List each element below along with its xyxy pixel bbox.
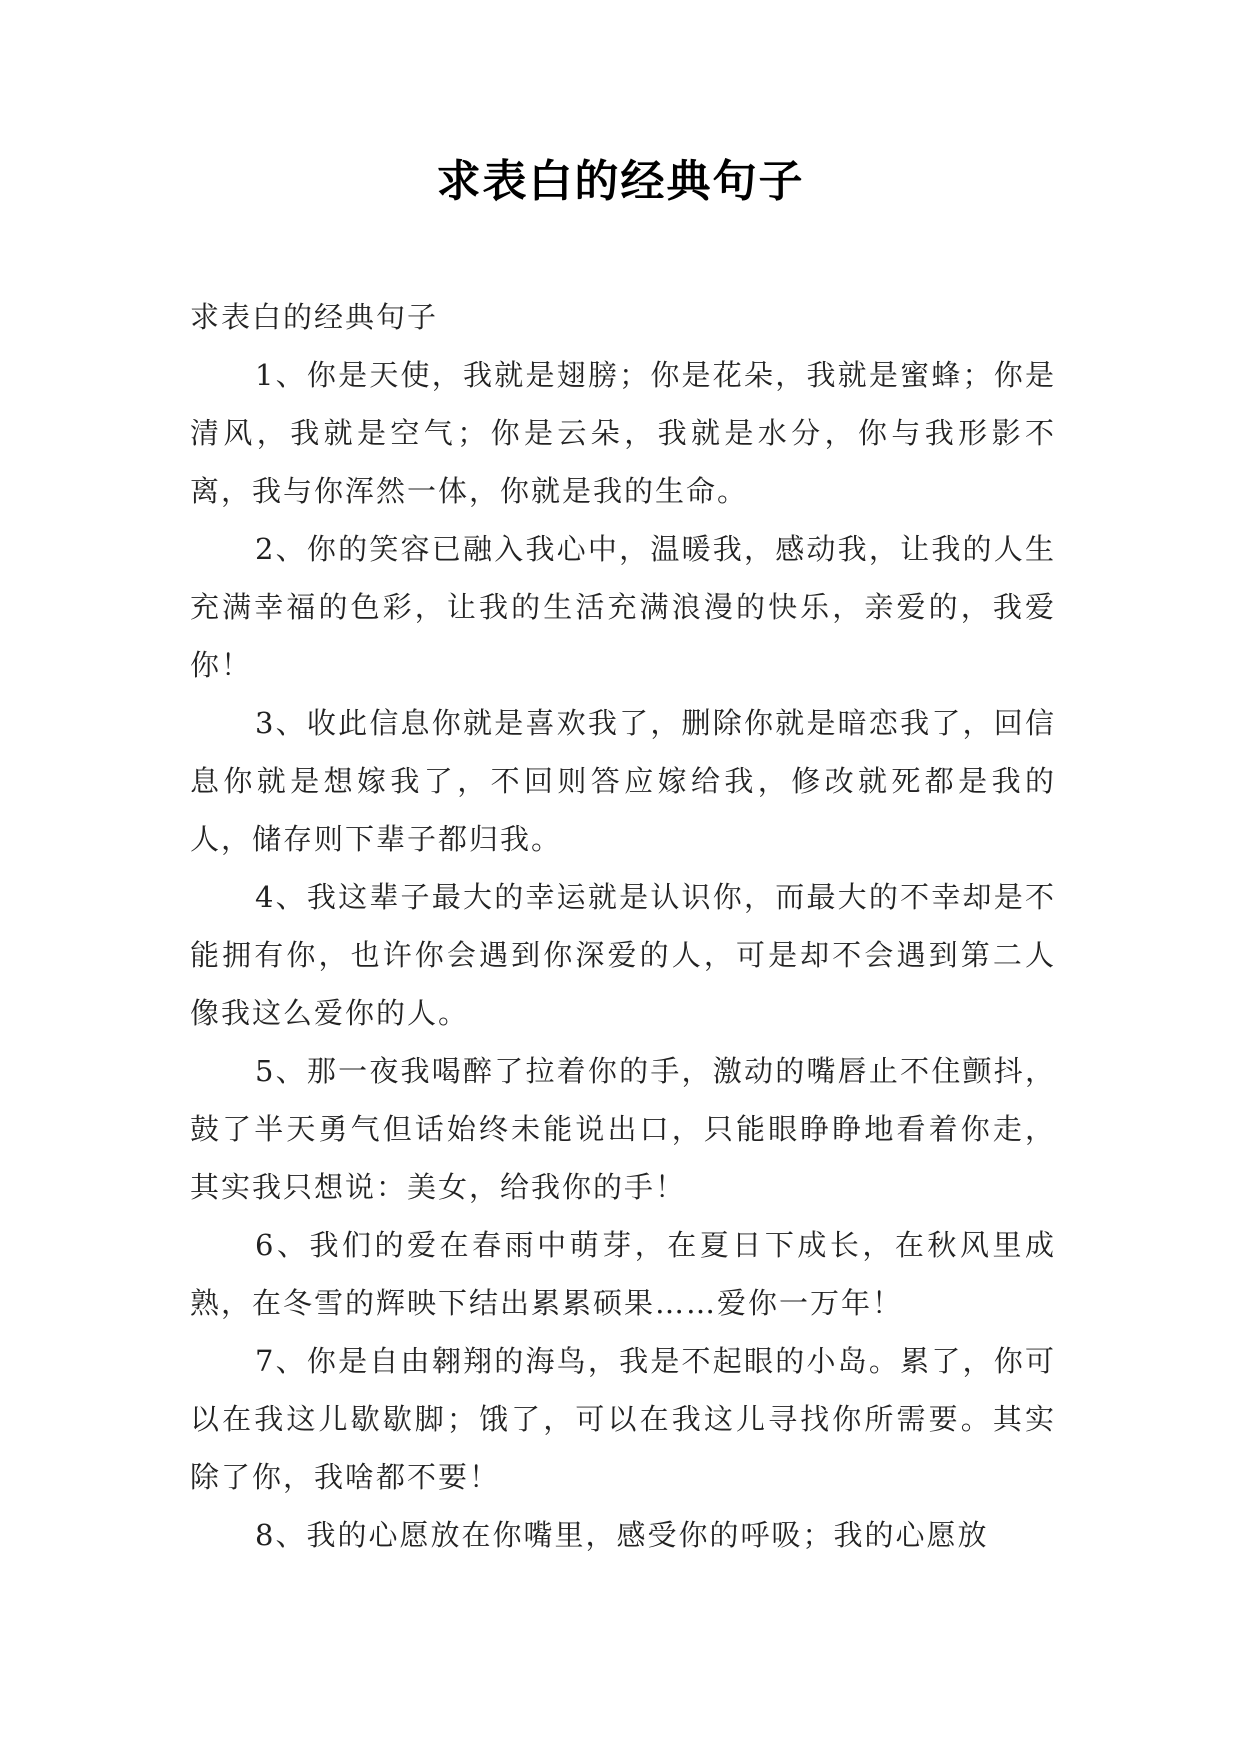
paragraph-8: 8、我的心愿放在你嘴里，感受你的呼吸；我的心愿放: [255, 1518, 989, 1552]
paragraph-6: 6、我们的爱在春雨中萌芽，在夏日下成长，在秋风里成熟，在冬雪的辉映下结出累累硕果……爱你一万年！: [190, 1228, 1056, 1320]
document-subtitle: 求表白的经典句子: [190, 300, 439, 334]
document-title: 求表白的经典句子: [436, 156, 805, 207]
paragraph-5: 5、那一夜我喝醉了拉着你的手，激动的嘴唇止不住颤抖，鼓了半天勇气但话始终未能说出口，只能眼睁睁地看着你走，其实我只想说：美女，给我你的手！: [190, 1054, 1056, 1204]
paragraph-3: 3、收此信息你就是喜欢我了，删除你就是暗恋我了，回信息你就是想嫁我了，不回则答应嫁给我，修改就死都是我的人，储存则下辈子都归我。: [190, 706, 1056, 856]
paragraph-2: 2、你的笑容已融入我心中，温暖我，感动我，让我的人生充满幸福的色彩，让我的生活充满浪漫的快乐，亲爱的，我爱你！: [190, 532, 1056, 682]
paragraph-7: 7、你是自由翱翔的海鸟，我是不起眼的小岛。累了，你可以在我这儿歇歇脚；饿了，可以在我这儿寻找你所需要。其实除了你，我啥都不要！: [190, 1344, 1056, 1494]
paragraph-1: 1、你是天使，我就是翅膀；你是花朵，我就是蜜蜂；你是清风，我就是空气；你是云朵，我就是水分，你与我形影不离，我与你浑然一体，你就是我的生命。: [190, 358, 1056, 508]
document-body: [190, 288, 1056, 1564]
paragraph-4: 4、我这辈子最大的幸运就是认识你，而最大的不幸却是不能拥有你，也许你会遇到你深爱的人，可是却不会遇到第二人像我这么爱你的人。: [190, 880, 1056, 1030]
